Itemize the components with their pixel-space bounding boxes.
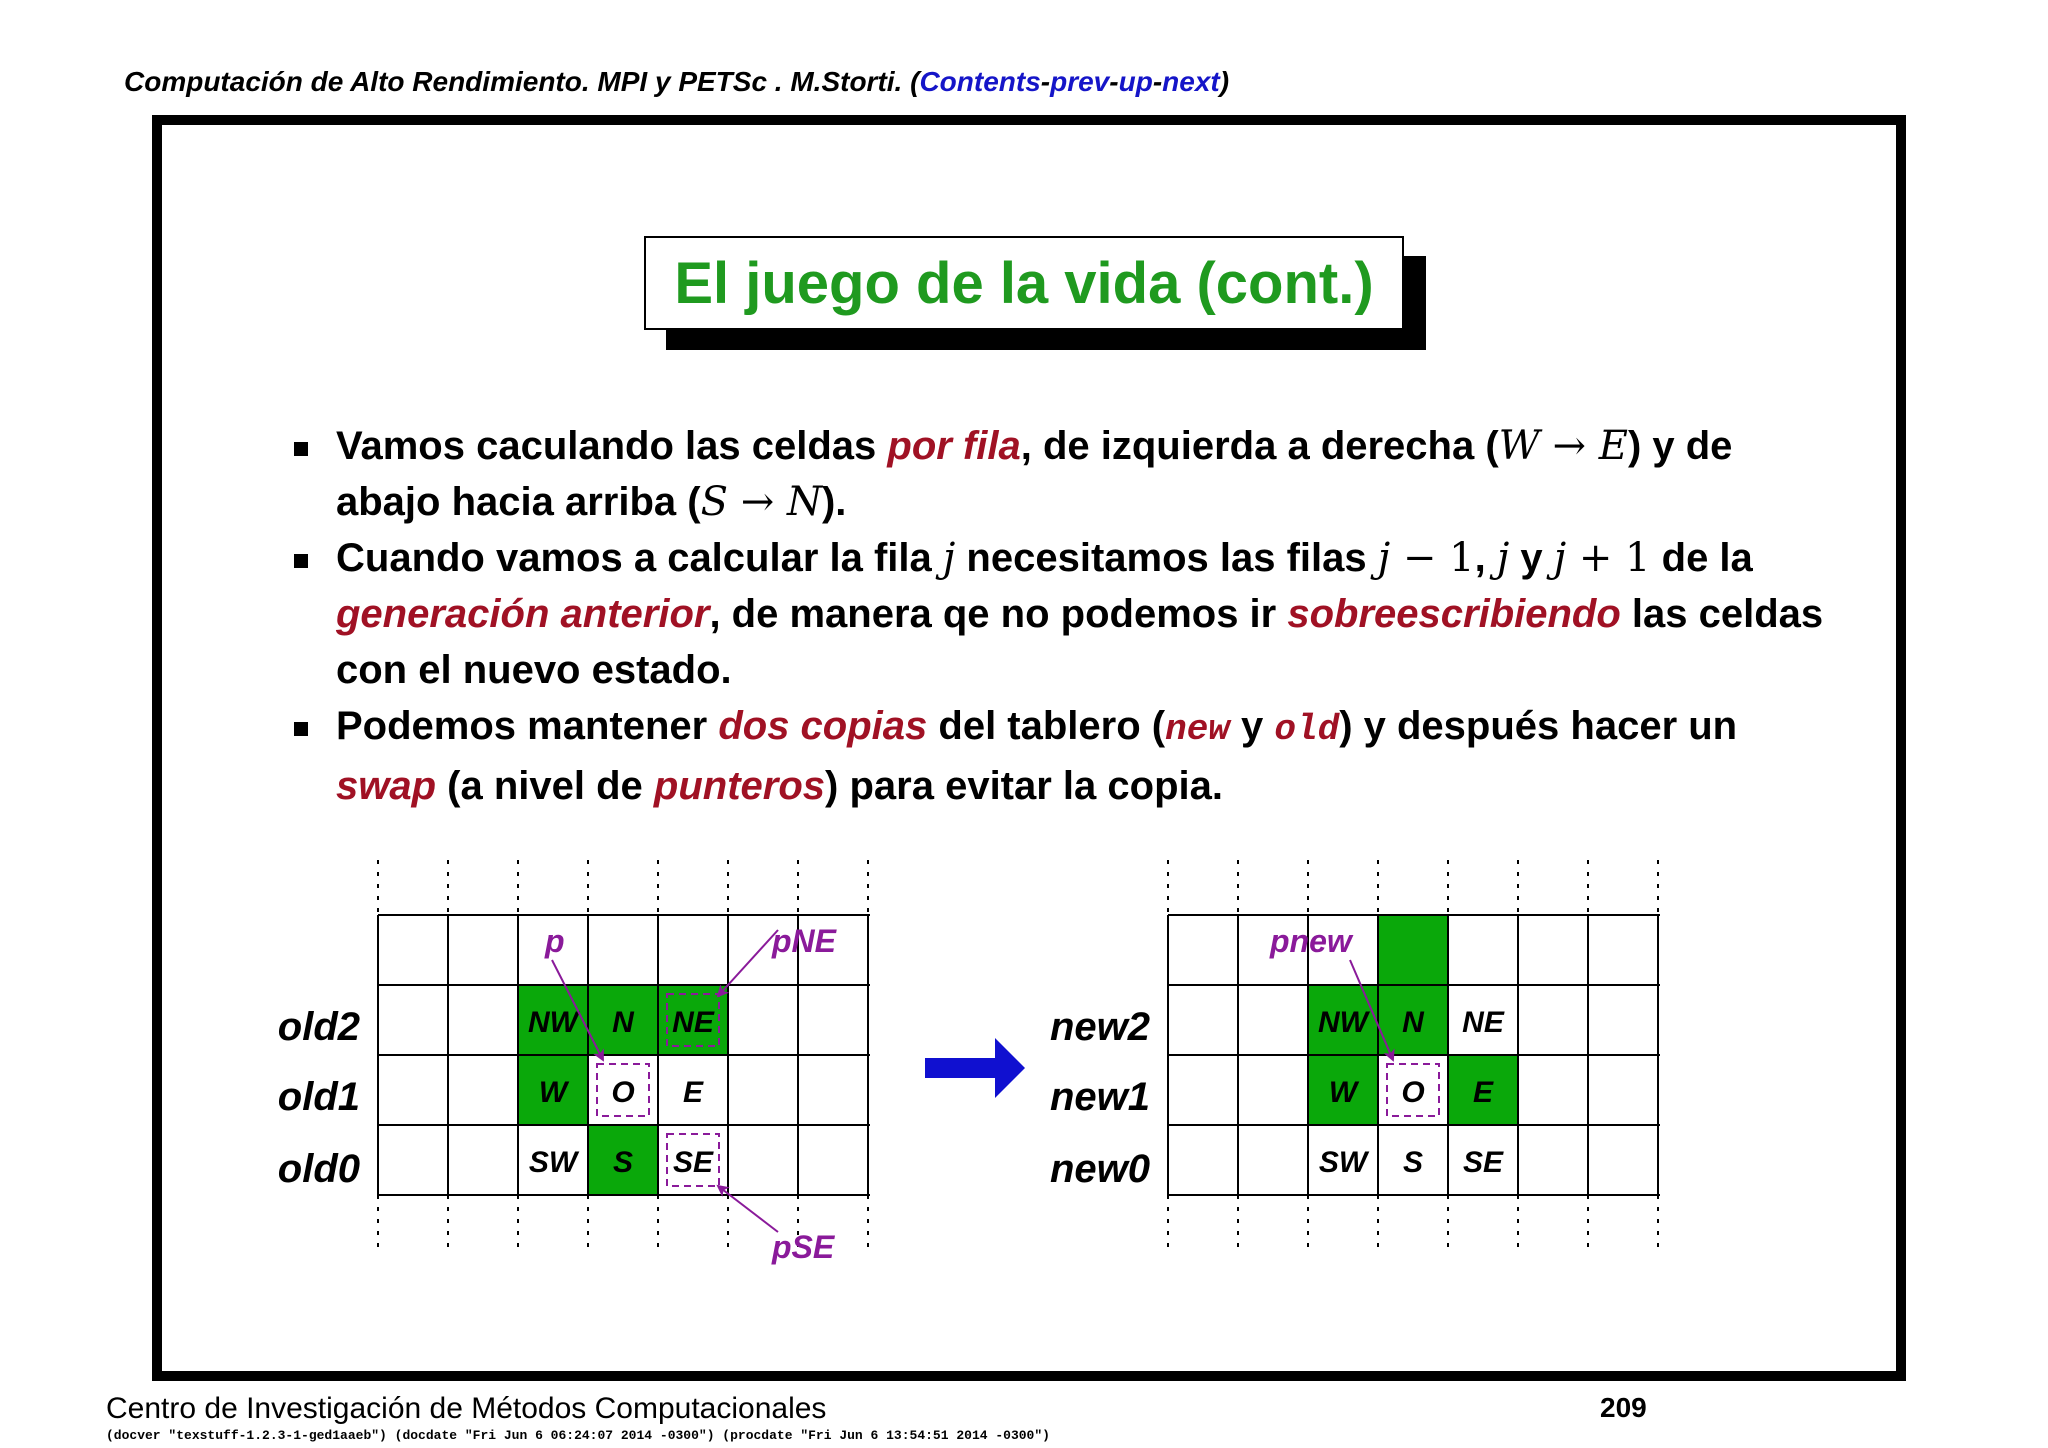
new-cell-label-w: W bbox=[1328, 1076, 1358, 1109]
slide-title: El juego de la vida (cont.) bbox=[644, 236, 1404, 330]
cell-label-w: W bbox=[538, 1076, 568, 1109]
next-link[interactable]: next bbox=[1162, 66, 1220, 97]
footer-institution: Centro de Investigación de Métodos Computacionales bbox=[106, 1392, 827, 1425]
bullet-3: Podemos mantener dos copias del tablero (new y old) y después hacer un swap (a nivel de punteros) para evitar la copia. bbox=[336, 698, 1836, 814]
pointer-label-pnew: pnew bbox=[1270, 923, 1352, 959]
header-text: Computación de Alto Rendimiento. MPI y PETSc . M.Storti. ( bbox=[124, 66, 920, 97]
row-label-old2: old2 bbox=[277, 1005, 360, 1049]
new-cell-label-sw: SW bbox=[1318, 1146, 1368, 1179]
right-arrow-icon bbox=[925, 1038, 1025, 1098]
row-label-old1: old1 bbox=[277, 1075, 360, 1119]
row-label-new0: new0 bbox=[1049, 1147, 1150, 1191]
cell-label-n: N bbox=[612, 1006, 634, 1039]
cell-label-e: E bbox=[682, 1076, 704, 1109]
page-header: Computación de Alto Rendimiento. MPI y PETSc . M.Storti. (Contents-prev-up-next) bbox=[124, 66, 1230, 97]
new-cell-label-ne: NE bbox=[1462, 1006, 1504, 1039]
bullet-2: Cuando vamos a calcular la fila j necesitamos las filas j − 1, j y j + 1 de la generación anterior, de manera qe no podemos ir sobreescribiendo las celdas con el nuevo estado. bbox=[336, 530, 1836, 698]
new-cell-label-se: SE bbox=[1462, 1146, 1504, 1179]
pointer-label-pse: pSE bbox=[772, 1229, 835, 1265]
cell-label-nw: NW bbox=[528, 1006, 578, 1039]
contents-link[interactable]: Contents bbox=[919, 66, 1041, 97]
new-cell-label-o: O bbox=[1401, 1076, 1425, 1109]
old-grid bbox=[278, 860, 870, 1265]
new-cell-above-n-fill bbox=[1378, 915, 1448, 985]
cell-label-ne: NE bbox=[672, 1006, 714, 1039]
row-label-old0: old0 bbox=[277, 1147, 360, 1191]
footer-meta: (docver "texstuff-1.2.3-1-ged1aaeb") (docdate "Fri Jun 6 06:24:07 2014 -0300") (procdate "Fri Jun 6 13:54:51 2014 -0300") bbox=[106, 1428, 1050, 1443]
page-number: 209 bbox=[1600, 1392, 1647, 1423]
cell-label-s: S bbox=[612, 1146, 634, 1179]
cell-label-o: O bbox=[611, 1076, 635, 1109]
bullet-1: Vamos caculando las celdas por fila, de izquierda a derecha (W → E) y de abajo hacia arriba (S → N). bbox=[336, 418, 1836, 530]
row-label-new2: new2 bbox=[1049, 1005, 1150, 1049]
pointer-label-p: p bbox=[545, 923, 565, 959]
new-cell-label-e: E bbox=[1472, 1076, 1494, 1109]
pointer-label-pne: pNE bbox=[772, 923, 836, 959]
up-link[interactable]: up bbox=[1118, 66, 1153, 97]
new-cell-label-n: N bbox=[1402, 1006, 1424, 1039]
prev-link[interactable]: prev bbox=[1050, 66, 1110, 97]
new-grid bbox=[1050, 860, 1660, 1250]
cell-label-sw: SW bbox=[528, 1146, 578, 1179]
cell-label-se: SE bbox=[672, 1146, 714, 1179]
row-label-new1: new1 bbox=[1049, 1075, 1150, 1119]
new-cell-label-nw: NW bbox=[1318, 1006, 1368, 1039]
new-cell-label-s: S bbox=[1402, 1146, 1424, 1179]
